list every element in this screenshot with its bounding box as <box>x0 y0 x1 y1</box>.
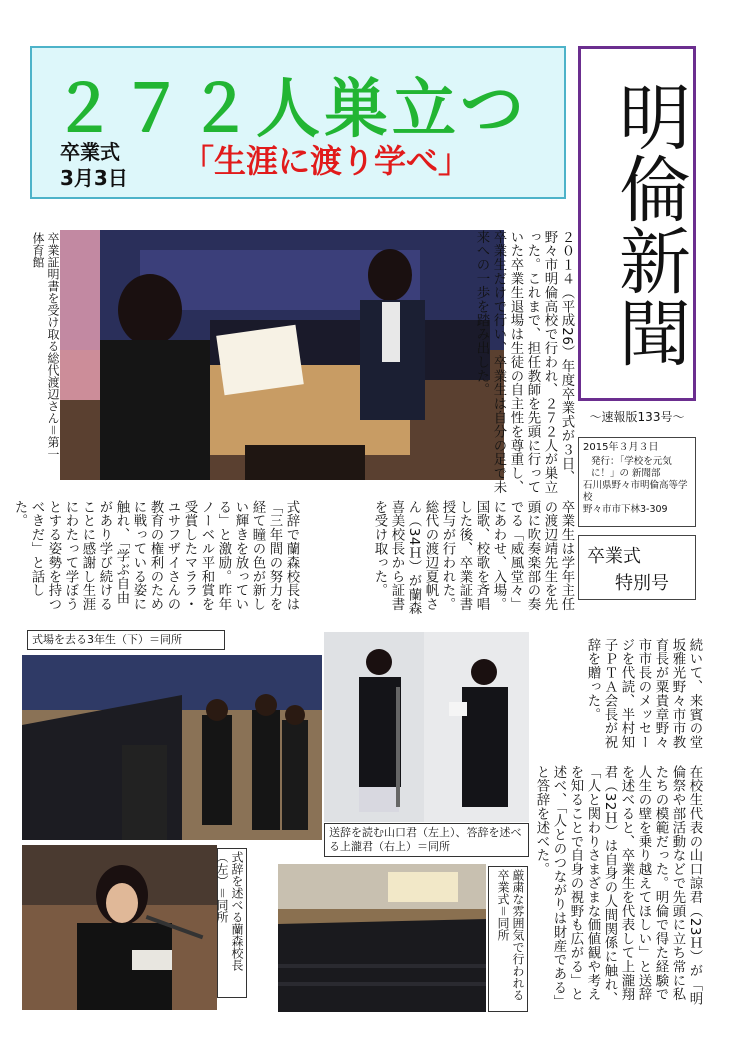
photo-speeches <box>324 632 529 822</box>
caption-photo-speeches: 送辞を読む山口君（左上）、答辞を述べる上瀧君（右上）＝同所 <box>324 823 529 857</box>
article-lead: ２０１４（平成26）年度卒業式が３日、野々市明倫高校で行われ、２７２人が巣立った。これまで、担任教師を先頭に行っていた卒業生退場は生徒の自主性を尊重し、卒業生だけで行い、卒業生は自分の足で未来への一歩を踏み出した。 <box>474 230 574 495</box>
caption-photo-principal: 式辞を述べる蘭森校長（左）＝同所 <box>217 848 247 998</box>
special-line1: 卒業式 <box>587 546 641 567</box>
article-body1: 卒業生は学年主任の渡辺靖先生を先頭に吹奏楽部の奏でる「威風堂々」にあわせ、入場。国歌、校歌を斉唱した後、卒業証書授与が行われた。総代の渡辺夏帆さん（34Ｈ）が蘭森喜美校長から証書を受け取った。 <box>372 500 574 616</box>
article-body4: 在校生代表の山口諒君（23Ｈ）が「明倫祭や部活動などで先頭に立ち常に私たちの模範だった。明倫で得た経験で人生の壁を乗り越えてほしい」と送辞を述べると、卒業生を代表して上瀧翔君（32Ｈ）は自身の人間関係に触れ、「人と関わりさまざまな価値観や考えを知ることで自身の視野も広がる」と述べ、「人とのつながりは財産である」と答辞を述べた。 <box>534 765 702 1009</box>
photo-diploma <box>60 230 504 480</box>
headline-title: ２７２人巣立つ <box>52 73 528 147</box>
article-body3: 続いて、来賓の堂坂雅光野々市市教育長が粟貴章野々市市長のメッセージを代読、半村知子ＰＴＡ会長が祝辞を贈った。 <box>585 638 702 750</box>
info-address: 野々市市下林3-309 <box>583 504 668 515</box>
info-school: 石川県野々市明倫高等学校 <box>583 480 688 503</box>
masthead <box>578 46 696 401</box>
article-body2: 式辞で蘭森校長は「三年間の努力を経て瞳の色が新しい輝きを放っている」と激励。昨年ノーベル平和賞を受賞したマララ・ユサフザイさんの教育の権利のために戦っている姿に触れ、「学ぶ自由があり学び続けることに感謝し生涯にわたって学ぼうとする姿勢を持つべきだ」と話した。 <box>12 500 299 612</box>
headline-box <box>30 46 566 199</box>
photo-principal <box>22 845 217 1010</box>
photo-leaving <box>22 655 322 840</box>
caption-photo-gymnasium: 厳粛な雰囲気で行われる卒業式＝同所 <box>488 866 528 1012</box>
caption-photo-diploma: 卒業証明書を受け取る総代渡辺さん＝第一体育館 <box>31 232 60 461</box>
caption-photo-leaving: 式場を去る3年生（下）＝同所 <box>27 630 225 650</box>
event-name: 卒業式 <box>60 140 120 164</box>
special-edition-box <box>578 535 696 600</box>
special-line2: 特別号 <box>615 573 669 594</box>
info-publisher: 発行：「学校を元気に！」の 新聞部 <box>591 456 672 479</box>
edition-label: 〜速報版133号〜 <box>589 410 685 424</box>
info-date: 2015年３月３日 <box>583 442 659 453</box>
event-date: 3月3日 <box>60 166 128 190</box>
photo-gymnasium <box>278 864 486 1012</box>
masthead-title: 明倫新聞 <box>607 80 691 368</box>
info-box <box>578 437 696 527</box>
subhead: 「生涯に渡り学べ」 <box>182 142 471 180</box>
